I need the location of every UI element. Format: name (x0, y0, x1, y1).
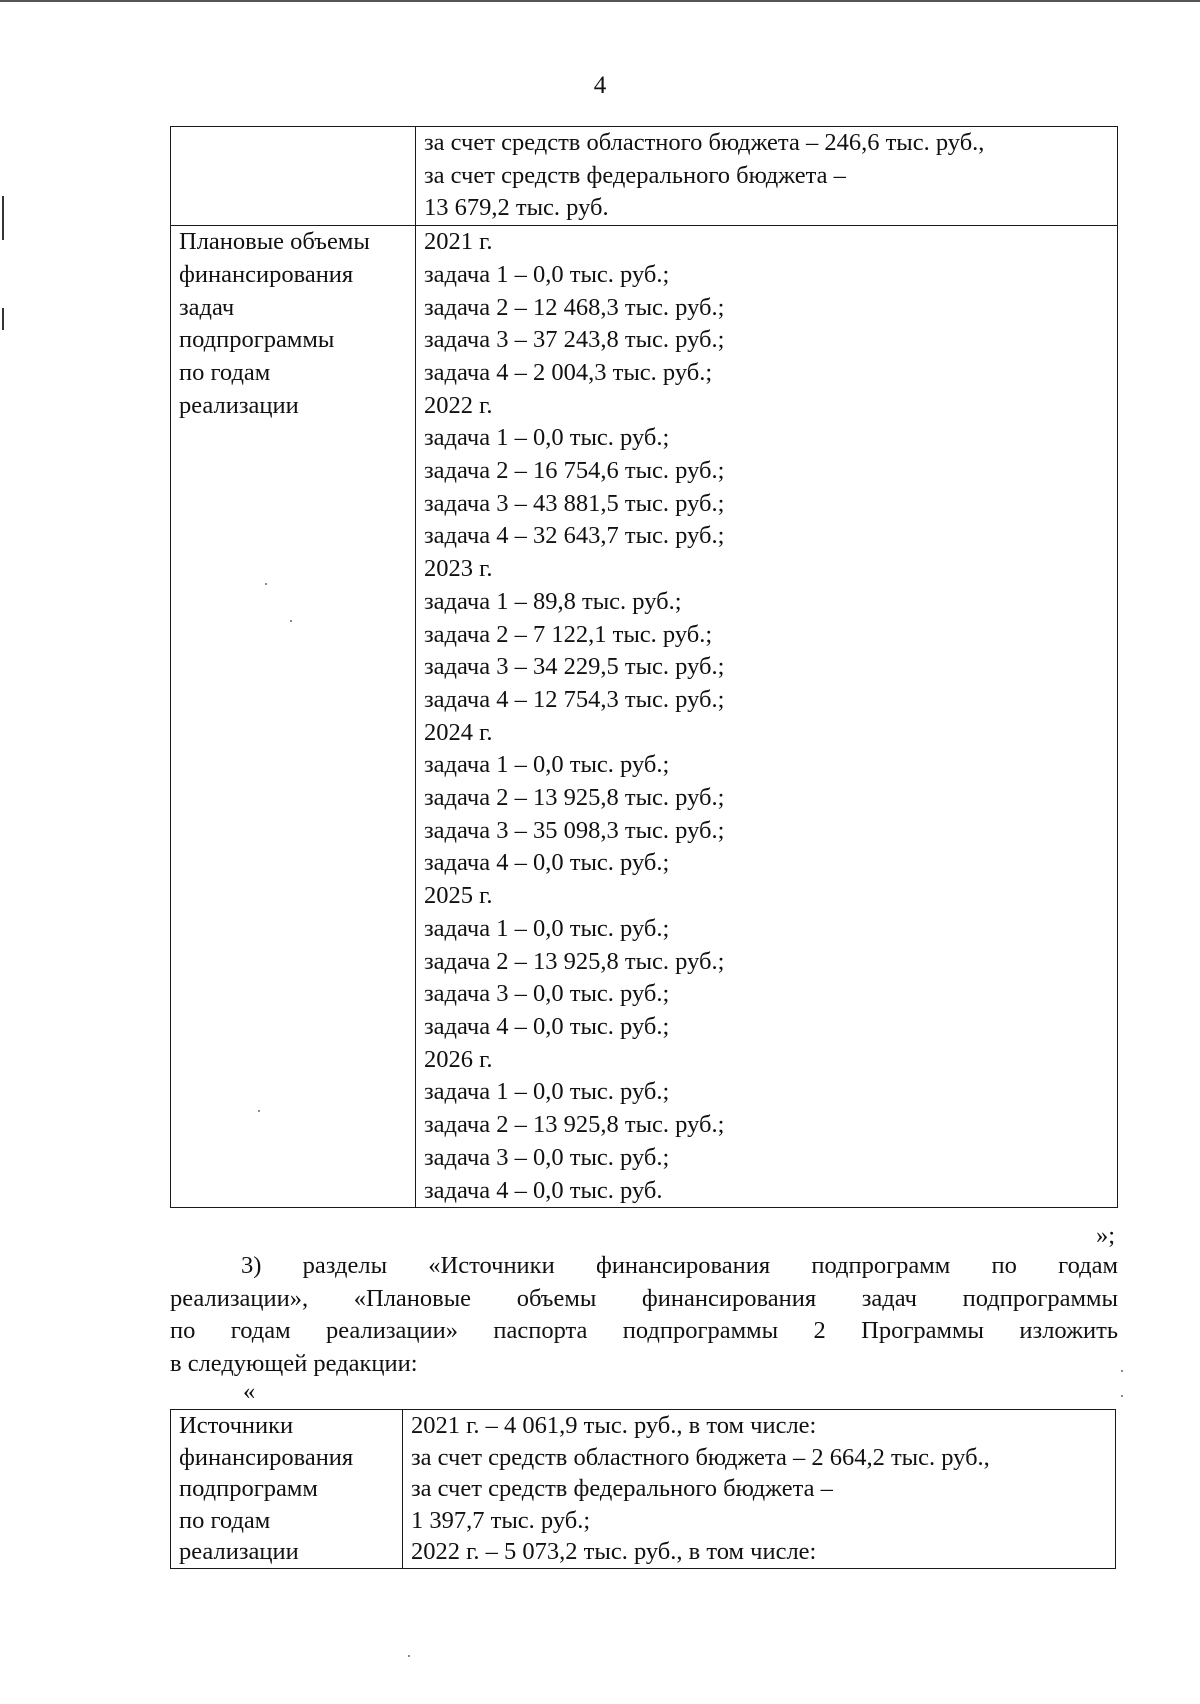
task-line: задача 4 – 12 754,3 тыс. руб.; (424, 685, 725, 713)
funding-sources-table (170, 1409, 1116, 1569)
funding-line: 2021 г. – 4 061,9 тыс. руб., в том числе: (411, 1412, 817, 1439)
planned-volumes-label-cell (171, 226, 416, 1208)
page-number: 4 (593, 72, 607, 99)
paragraph-line: в следующей редакции: (170, 1349, 418, 1377)
funding-line: за счет средств федерального бюджета – (411, 1475, 833, 1502)
label-line: подпрограммы (179, 326, 335, 354)
task-line: задача 4 – 32 643,7 тыс. руб.; (424, 522, 725, 550)
scan-speck (258, 1110, 260, 1112)
funding-line: 1 397,7 тыс. руб.; (411, 1506, 591, 1534)
year-heading: 2025 г. (424, 882, 493, 910)
scan-speck (265, 583, 267, 585)
task-line: задача 1 – 0,0 тыс. руб.; (424, 751, 670, 779)
paragraph-line: реализации», «Плановые объемы финансирования задач подпрограммы (170, 1284, 1118, 1312)
funding-line: за счет средств областного бюджета – 246,6 тыс. руб., (424, 129, 985, 156)
label-line: Плановые объемы (179, 228, 370, 256)
planned-volumes-row (171, 226, 1118, 1208)
task-line: задача 2 – 12 468,3 тыс. руб.; (424, 293, 725, 321)
continuation-row (171, 127, 1118, 226)
task-line: задача 3 – 37 243,8 тыс. руб.; (424, 326, 725, 354)
funding-line: за счет средств областного бюджета – 2 664,2 тыс. руб., (411, 1443, 990, 1471)
continuation-value-cell (416, 127, 1118, 226)
funding-line: 2022 г. – 5 073,2 тыс. руб., в том числе: (411, 1538, 817, 1565)
scan-speck (1121, 1395, 1123, 1397)
scan-speck (290, 620, 292, 622)
continuation-label-cell (171, 127, 416, 226)
task-line: задача 2 – 13 925,8 тыс. руб.; (424, 1111, 725, 1139)
label-line: по годам (179, 358, 271, 386)
label-line: финансирования (179, 260, 354, 288)
task-line: задача 2 – 7 122,1 тыс. руб.; (424, 620, 713, 648)
task-line: задача 2 – 13 925,8 тыс. руб.; (424, 947, 725, 975)
task-line: задача 3 – 34 229,5 тыс. руб.; (424, 653, 725, 681)
task-line: задача 1 – 0,0 тыс. руб.; (424, 914, 670, 942)
year-heading: 2022 г. (424, 391, 493, 419)
funding-line: 13 679,2 тыс. руб. (424, 194, 609, 222)
task-line: задача 2 – 13 925,8 тыс. руб.; (424, 784, 725, 812)
paragraph-line: 3) разделы «Источники финансирования подпрограмм по годам (241, 1252, 1118, 1279)
year-heading: 2023 г. (424, 555, 493, 583)
opening-quote: « (243, 1378, 256, 1405)
year-heading: 2026 г. (424, 1045, 493, 1073)
funding-sources-value-cell (403, 1410, 1116, 1569)
funding-sources-row (171, 1410, 1116, 1569)
task-line: задача 4 – 0,0 тыс. руб.; (424, 1012, 670, 1040)
scan-speck (1121, 1370, 1123, 1372)
label-line: реализации (179, 391, 299, 419)
amendment-paragraph (170, 1250, 1118, 1380)
label-line: реализации (179, 1538, 299, 1565)
task-line: задача 1 – 0,0 тыс. руб.; (424, 1078, 670, 1106)
label-line: подпрограмм (179, 1475, 318, 1502)
funding-line: за счет средств федерального бюджета – (424, 161, 846, 189)
task-line: задача 4 – 0,0 тыс. руб.; (424, 849, 670, 877)
label-line: задач (179, 293, 235, 321)
label-line: финансирования (179, 1443, 354, 1471)
scan-margin-mark (2, 196, 4, 240)
task-line: задача 1 – 0,0 тыс. руб.; (424, 424, 670, 452)
scan-top-edge (0, 0, 1200, 2)
task-line: задача 1 – 89,8 тыс. руб.; (424, 587, 682, 615)
task-line: задача 4 – 0,0 тыс. руб. (424, 1176, 663, 1204)
task-line: задача 3 – 43 881,5 тыс. руб.; (424, 489, 725, 517)
planned-volumes-value-cell (416, 226, 1118, 1208)
task-line: задача 3 – 35 098,3 тыс. руб.; (424, 816, 725, 844)
scan-speck (408, 1655, 410, 1657)
task-line: задача 3 – 0,0 тыс. руб.; (424, 1143, 670, 1171)
task-line: задача 1 – 0,0 тыс. руб.; (424, 260, 670, 288)
task-line: задача 4 – 2 004,3 тыс. руб.; (424, 358, 713, 386)
subprogram-passport-table (170, 126, 1118, 1208)
task-line: задача 3 – 0,0 тыс. руб.; (424, 980, 670, 1008)
task-line: задача 2 – 16 754,6 тыс. руб.; (424, 457, 725, 485)
year-heading: 2024 г. (424, 718, 493, 746)
closing-quote: »; (1096, 1222, 1116, 1249)
label-line: по годам (179, 1506, 271, 1534)
funding-sources-label-cell (171, 1410, 403, 1569)
label-line: Источники (179, 1412, 294, 1439)
year-heading: 2021 г. (424, 228, 493, 256)
paragraph-line: по годам реализации» паспорта подпрограммы 2 Программы изложить (170, 1317, 1118, 1344)
scan-margin-mark (2, 308, 4, 330)
